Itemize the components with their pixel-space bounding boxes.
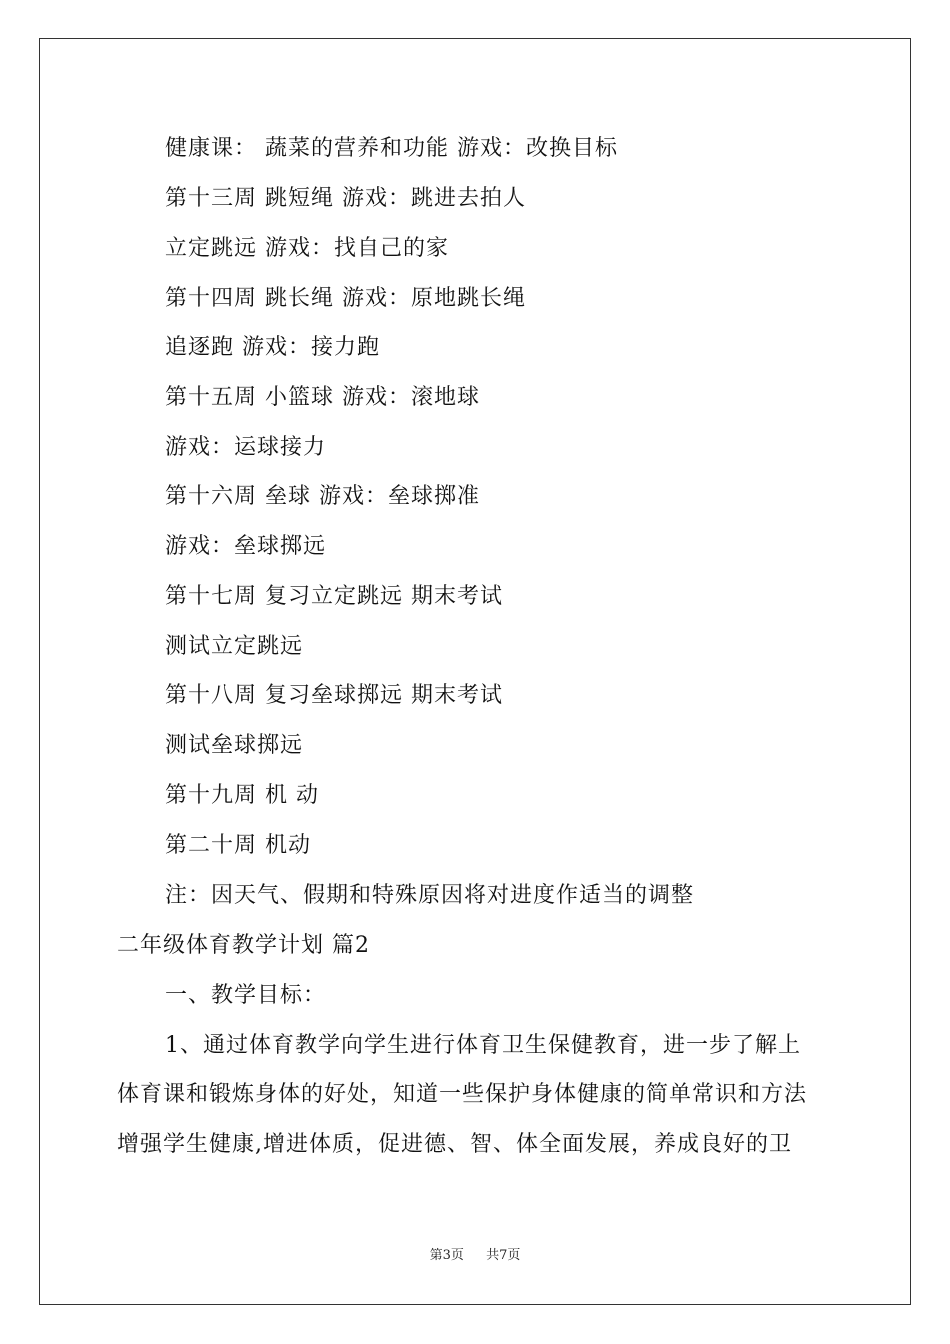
schedule-line: 第十八周 复习垒球掷远 期末考试 xyxy=(165,683,503,708)
schedule-line: 第十四周 跳长绳 游戏：原地跳长绳 xyxy=(165,286,526,311)
paragraph-line: 体育课和锻炼身体的好处，知道一些保护身体健康的简单常识和方法 xyxy=(117,1082,808,1107)
page-border xyxy=(39,38,911,1305)
schedule-line: 立定跳远 游戏：找自己的家 xyxy=(165,236,449,261)
page-total: 共7页 xyxy=(486,1248,521,1263)
schedule-line: 第十七周 复习立定跳远 期末考试 xyxy=(165,584,503,609)
schedule-line: 追逐跑 游戏：接力跑 xyxy=(165,335,380,360)
schedule-line: 游戏：垒球掷远 xyxy=(165,534,327,559)
schedule-line: 第十五周 小篮球 游戏：滚地球 xyxy=(165,385,480,410)
schedule-line: 游戏：运球接力 xyxy=(165,435,327,460)
paragraph-line: 1、通过体育教学向学生进行体育卫生保健教育，进一步了解上 xyxy=(165,1033,801,1058)
page-footer xyxy=(0,1248,950,1264)
schedule-line: 测试垒球掷远 xyxy=(165,733,304,758)
section-title: 二年级体育教学计划 篇2 xyxy=(117,933,370,958)
schedule-line: 健康课： 蔬菜的营养和功能 游戏：改换目标 xyxy=(165,136,618,161)
note-line: 注：因天气、假期和特殊原因将对进度作适当的调整 xyxy=(165,883,695,908)
schedule-line: 测试立定跳远 xyxy=(165,634,304,659)
schedule-line: 第二十周 机动 xyxy=(165,833,311,858)
schedule-line: 第十六周 垒球 游戏：垒球掷准 xyxy=(165,484,480,509)
schedule-line: 第十三周 跳短绳 游戏：跳进去拍人 xyxy=(165,186,526,211)
page-number: 第3页 xyxy=(429,1248,464,1263)
schedule-line: 第十九周 机 动 xyxy=(165,783,319,808)
paragraph-line: 增强学生健康,增进体质，促进德、智、体全面发展，养成良好的卫 xyxy=(117,1132,792,1157)
subheading: 一、教学目标： xyxy=(165,983,327,1008)
